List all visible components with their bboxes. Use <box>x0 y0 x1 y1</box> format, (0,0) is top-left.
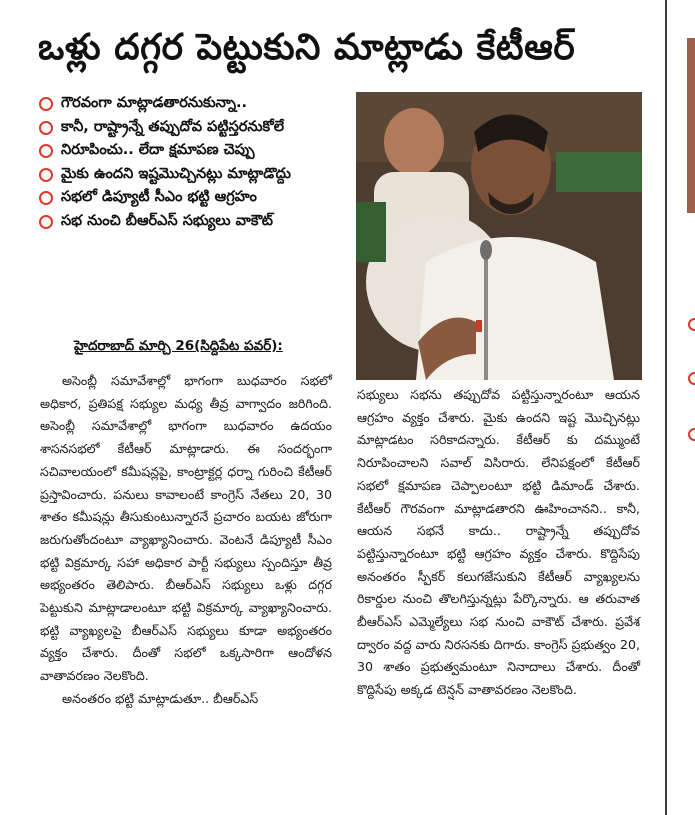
highlight-item <box>37 163 337 187</box>
adjacent-article-photo <box>687 38 695 213</box>
highlight-text: సభ నుంచి బీఆర్ఎస్ సభ్యులు వాకౌట్ <box>61 212 273 229</box>
bullet-ring-icon <box>39 191 53 205</box>
highlight-item <box>37 92 337 116</box>
article-paragraph: అనంతరం భట్టి మాట్లాడుతూ.. బీఆర్ఎస్ <box>62 690 259 706</box>
dateline: హైదరాబాద్ మార్చి 26(సిద్దిపేట పవర్): <box>74 338 283 354</box>
speaker-photo <box>356 92 642 380</box>
bullet-ring-icon <box>688 318 695 331</box>
bullet-ring-icon <box>688 428 695 441</box>
headline: ఒళ్లు దగ్గర పెట్టుకుని మాట్లాడు కేటీఆర్ <box>38 27 576 68</box>
article-paragraph: సభ్యులు సభను తప్పుదోవ పట్టిస్తున్నారంటూ ఆయన ఆగ్రహం వ్యక్తం చేశారు. మైకు ఉందని ఇష్ట మొచ్చినట్లు మాట్లాడటం సరికాదన్నారు. కేటీఆర్ కు దమ్ముంటే నిరూపించాలని సవాల్ విసిరారు. లేనిపక్షంలో కేటీఆర్ సభలో క్షమాపణ చెప్పాలంటూ భట్టి డిమాండ్ చేశారు. కేటీఆర్ గౌరవంగా మాట్లాడతారని ఊహించానని.. కానీ, ఆయన సభనే కాదు.. రాష్ట్రాన్నే తప్పుదోవ పట్టిస్తున్నారంటూ భట్టి ఆగ్రహం వ్యక్తం చేశారు. కొద్దిసేపు అనంతరం స్పీకర్ కలుగజేసుకుని కేటీఆర్ వ్యాఖ్యలను రికార్డుల నుంచి తొలగిస్తున్నట్లు పేర్కొన్నారు. ఆ తరువాత బీఆర్ఎస్ ఎమ్మెల్యేలు సభ నుంచి వాకౌట్ చేశారు. ప్రవేశ ద్వారం వద్ద వారు నిరసనకు దిగారు. కాంగ్రెస్ ప్రభుత్వం 20, 30 శాతం ప్రభుత్వమంటూ నినాదాలు చేశారు. దీంతో కొద్దిసేపు అక్కడ టెన్షన్ వాతావరణం నెలకొంది. <box>357 387 640 698</box>
highlight-text: మైకు ఉందని ఇష్టమొచ్చినట్లు మాట్లాడొద్దు <box>61 165 291 182</box>
highlight-text: నిరూపించు.. లేదా క్షమాపణ చెప్పు <box>61 142 255 158</box>
article-column-right <box>357 384 640 702</box>
highlight-item <box>37 139 337 163</box>
highlight-item <box>37 116 337 140</box>
bullet-ring-icon <box>39 121 53 135</box>
bullet-ring-icon <box>39 168 53 182</box>
highlight-item <box>37 210 337 234</box>
highlight-text: గౌరవంగా మాట్లాడతారనుకున్నా.. <box>61 95 247 111</box>
bullet-ring-icon <box>688 372 695 385</box>
highlight-text: సభలో డిప్యూటీ సీఎం భట్టి ఆగ్రహం <box>61 189 257 205</box>
speaker-photo-illustration <box>356 92 642 380</box>
bullet-ring-icon <box>39 215 53 229</box>
highlight-item <box>37 186 337 210</box>
article-column-left <box>40 370 332 711</box>
highlights-list <box>37 92 337 233</box>
bullet-ring-icon <box>39 144 53 158</box>
column-rule <box>665 0 667 815</box>
bullet-ring-icon <box>39 97 53 111</box>
article-paragraph: అసెంబ్లీ సమావేశాల్లో భాగంగా బుధవారం సభలో అధికార, ప్రతిపక్ష సభ్యుల మధ్య తీవ్ర వాగ్వాదం జరిగింది. అసెంబ్లీ సమావేశాల్లో భాగంగా బుధవారం ఉదయం శాసనసభలో కేటీఆర్ మాట్లాడారు. ఈ సందర్భంగా సచివాలయంలో కమీషన్లపై, కాంట్రాక్టర్ల ధర్నా గురించి కేటీఆర్ ప్రస్తావించారు. పనులు కావాలంటే కాంగ్రెస్ నేతలు 20, 30 శాతం కమీషన్లు తీసుకుంటున్నారనే ప్రచారం బయట జోరుగా జరుగుతోందంటూ వ్యాఖ్యానించారు. వెంటనే డిప్యూటీ సీఎం భట్టి విక్రమార్క సహా అధికార పార్టీ సభ్యులు స్పందిస్తూ తీవ్ర అభ్యంతరం తెలిపారు. బీఆర్ఎస్ సభ్యులు ఒళ్లు దగ్గర పెట్టుకుని మాట్లాడాలంటూ భట్టి విక్రమార్క వ్యాఖ్యానించారు. భట్టి వ్యాఖ్యలపై బీఆర్ఎస్ సభ్యులు కూడా అభ్యంతరం వ్యక్తం చేశారు. దీంతో సభలో ఒక్కసారిగా ఆందోళన వాతావరణం నెలకొంది. <box>40 373 332 684</box>
highlight-text: కానీ, రాష్ట్రాన్నే తప్పుదోవ పట్టిస్తరనుకోలే <box>61 118 285 135</box>
